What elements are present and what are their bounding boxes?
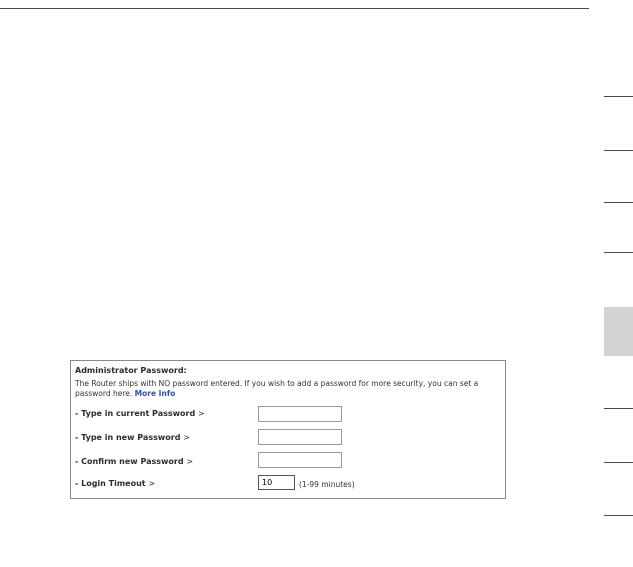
new-password-input[interactable] [258, 429, 342, 445]
side-tab-divider [604, 408, 633, 409]
new-password-label-suffix: > [183, 433, 190, 442]
side-tab-divider [604, 515, 633, 516]
current-password-label [75, 409, 205, 418]
side-tab-divider [604, 150, 633, 151]
panel-description [75, 379, 503, 399]
confirm-password-label-suffix: > [186, 457, 194, 466]
current-password-label-text: - Type in current Password [75, 409, 196, 418]
top-rule [0, 8, 589, 9]
new-password-label [75, 433, 190, 442]
side-tab-divider [604, 96, 633, 97]
side-tab-active [604, 307, 633, 356]
side-tab-divider [604, 462, 633, 463]
new-password-label-text: - Type in new Password [75, 433, 181, 442]
current-password-label-suffix: > [197, 409, 205, 418]
current-password-input[interactable] [258, 406, 342, 422]
login-timeout-input[interactable] [258, 475, 295, 490]
confirm-password-label [75, 457, 193, 466]
admin-password-panel [70, 360, 506, 499]
login-timeout-hint: (1-99 minutes) [299, 480, 355, 489]
login-timeout-label-suffix: > [148, 479, 156, 488]
more-info-link[interactable]: More Info [134, 389, 176, 398]
login-timeout-label-text: - Login Timeout [75, 479, 146, 488]
panel-title: Administrator Password: [75, 366, 187, 375]
side-tab-divider [604, 252, 633, 253]
confirm-password-label-text: - Confirm new Password [75, 457, 184, 466]
side-tab-divider [604, 202, 633, 203]
confirm-password-input[interactable] [258, 452, 342, 468]
description-text: The Router ships with NO password entered. If you wish to add a password for more security, you can set a password here. [75, 379, 479, 398]
login-timeout-label [75, 479, 155, 488]
